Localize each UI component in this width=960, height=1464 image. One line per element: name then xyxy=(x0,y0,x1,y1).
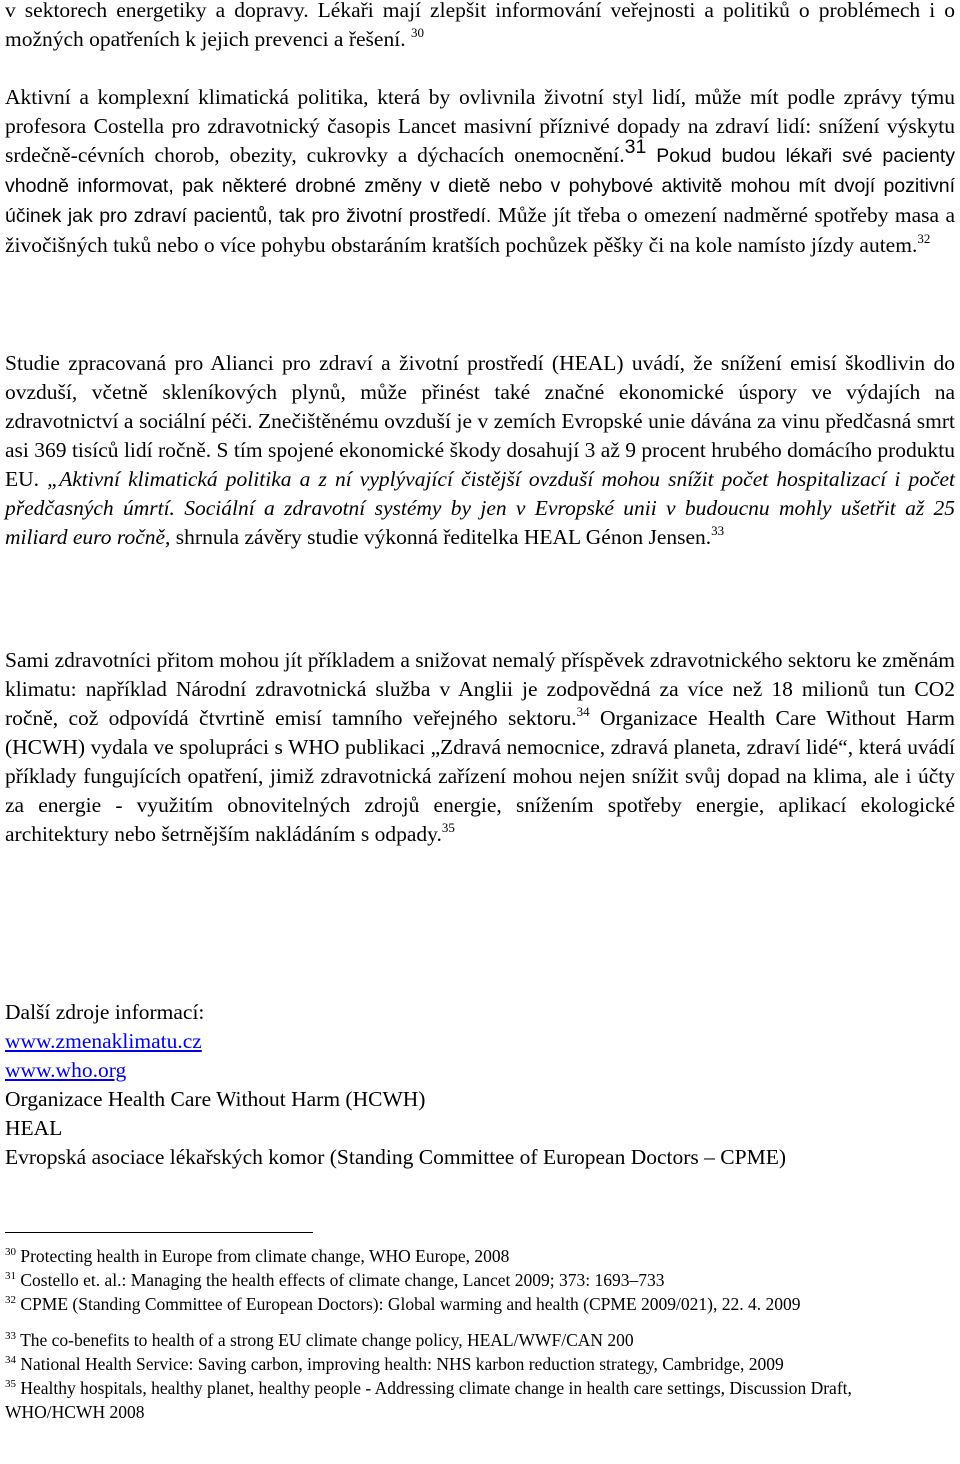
footnotes xyxy=(5,1244,955,1424)
footnote-number: 31 xyxy=(5,1270,16,1282)
sources-list xyxy=(5,998,955,1172)
footnote-ref-32: 32 xyxy=(917,231,931,246)
footnote-gap xyxy=(5,1316,955,1328)
sources-heading: Další zdroje informací: xyxy=(5,1000,205,1024)
footnote-ref-33: 33 xyxy=(711,523,725,538)
footnote-number: 30 xyxy=(5,1246,16,1258)
footnote-35 xyxy=(5,1376,955,1424)
footnote-31 xyxy=(5,1268,955,1292)
footnote-separator xyxy=(5,1232,313,1233)
paragraph-text-part-1: Studie zpracovaná pro Alianci pro zdraví a životní prostředí (HEAL) uvádí, že snížení emisí škodlivin do ovzduší, včetně skleníkových plynů, může přinést také značné ekonomické úspory ve výdajích na zdravotnictví a sociální péči. Znečištěnému ovzduší je v zemích Evropské unie dávána za vinu předčasná smrt asi 369 tisíců lidí ročně. S tím spojené ekonomické škody dosahují 3 až 9 procent hrubého domácího produktu EU. xyxy=(5,351,955,491)
paragraph-text-part-2: shrnula závěry studie výkonná ředitelka HEAL Génon Jensen. xyxy=(175,525,712,549)
footnote-number: 35 xyxy=(5,1378,16,1390)
footnote-ref-34: 34 xyxy=(576,704,590,719)
footnote-number: 34 xyxy=(5,1354,16,1366)
footnote-34 xyxy=(5,1352,955,1376)
source-item-heal: HEAL xyxy=(5,1116,63,1140)
link-who[interactable]: www.who.org xyxy=(5,1058,127,1082)
footnote-30 xyxy=(5,1244,955,1268)
source-item-cpme: Evropská asociace lékařských komor (Standing Committee of European Doctors – CPME) xyxy=(5,1145,786,1169)
footnote-text: National Health Service: Saving carbon, improving health: NHS karbon reduction strategy, Cambridge, 2009 xyxy=(20,1354,784,1374)
paragraph-heal-study xyxy=(5,349,955,552)
footnote-ref-30: 30 xyxy=(410,25,424,40)
link-zmenaklimatu[interactable]: www.zmenaklimatu.cz xyxy=(5,1029,202,1053)
footnote-text: CPME (Standing Committee of European Doctors): Global warming and health (CPME 2009/021), 22. 4. 2009 xyxy=(20,1294,801,1314)
footnote-32 xyxy=(5,1292,955,1316)
paragraph-health-workers xyxy=(5,646,955,849)
footnote-number: 32 xyxy=(5,1294,16,1306)
paragraph-text: v sektorech energetiky a dopravy. Lékaři mají zlepšit informování veřejnosti a politiků o problémech i o možných opatřeních k jejich prevenci a řešení. xyxy=(5,0,955,51)
footnote-text: Healthy hospitals, healthy planet, healthy people - Addressing climate change in health care settings, Discussion Draft, WHO/HCWH 2008 xyxy=(5,1378,852,1422)
paragraph-intro-continuation xyxy=(5,0,955,54)
footnote-number: 33 xyxy=(5,1330,16,1342)
footnote-ref-31: 31 xyxy=(624,136,647,158)
footnote-text: Protecting health in Europe from climate change, WHO Europe, 2008 xyxy=(20,1246,510,1266)
paragraph-text-part-1: Sami zdravotníci přitom mohou jít příkladem a snižovat nemalý příspěvek zdravotnického sektoru ke změnám klimatu: například Národní zdravotnická služba v Anglii je zodpovědná za více než 18 milionů tun CO2 ročně, což odpovídá čtvrtině emisí tamního veřejného sektoru. xyxy=(5,648,955,730)
paragraph-text-part-2: Organizace Health Care Without Harm (HCWH) vydala ve spolupráci s WHO publikaci „Zdravá nemocnice, zdravá planeta, zdraví lidé“, která uvádí příklady fungujících opatření, jimiž zdravotnická zařízení mohou nejen snížit svůj dopad na klima, ale i účty za energie - využitím obnovitelných zdrojů energie, snížením spotřeby energie, aplikací ekologické architektury nebo šetrnějším nakládáním s odpady. xyxy=(5,706,956,846)
footnote-ref-35: 35 xyxy=(441,820,455,835)
source-item-hcwh: Organizace Health Care Without Harm (HCWH) xyxy=(5,1087,426,1111)
paragraph-climate-policy xyxy=(5,83,955,260)
quote-text: „Aktivní klimatická politika a z ní vyplývající čistější ovzduší mohou snížit počet hospitalizací i počet předčasných úmrtí. Sociální a zdravotní systémy by jen v Evropské unii v budoucnu mohly ušetřit až 25 miliard euro ročně, xyxy=(5,467,956,549)
footnote-33 xyxy=(5,1328,955,1352)
paragraph-text-part-2: Pokud budou lékaři své pacienty vhodně informovat, pak některé drobné změny v dietě nebo v pohybové aktivitě mohou mít dvojí pozitivní účinek jak pro zdraví pacientů, tak pro životní prostředí. xyxy=(5,145,956,227)
footnote-text: The co-benefits to health of a strong EU climate change policy, HEAL/WWF/CAN 200 xyxy=(20,1330,634,1350)
paragraph-text-part-1: Aktivní a komplexní klimatická politika, která by ovlivnila životní styl lidí, může mít podle zprávy týmu profesora Costella pro zdravotnický časopis Lancet masivní příznivé dopady na zdraví lidí: snížení výskytu srdečně-cévních chorob, obezity, cukrovky a dýchacích onemocnění. xyxy=(5,85,955,167)
footnote-text: Costello et. al.: Managing the health effects of climate change, Lancet 2009; 373: 1693–733 xyxy=(20,1270,665,1290)
paragraph-text-part-3: Může jít třeba o omezení nadměrné spotřeby masa a živočišných tuků nebo o více pohybu obstaráním kratších pochůzek pěšky či na kole namísto jízdy autem. xyxy=(5,203,955,257)
